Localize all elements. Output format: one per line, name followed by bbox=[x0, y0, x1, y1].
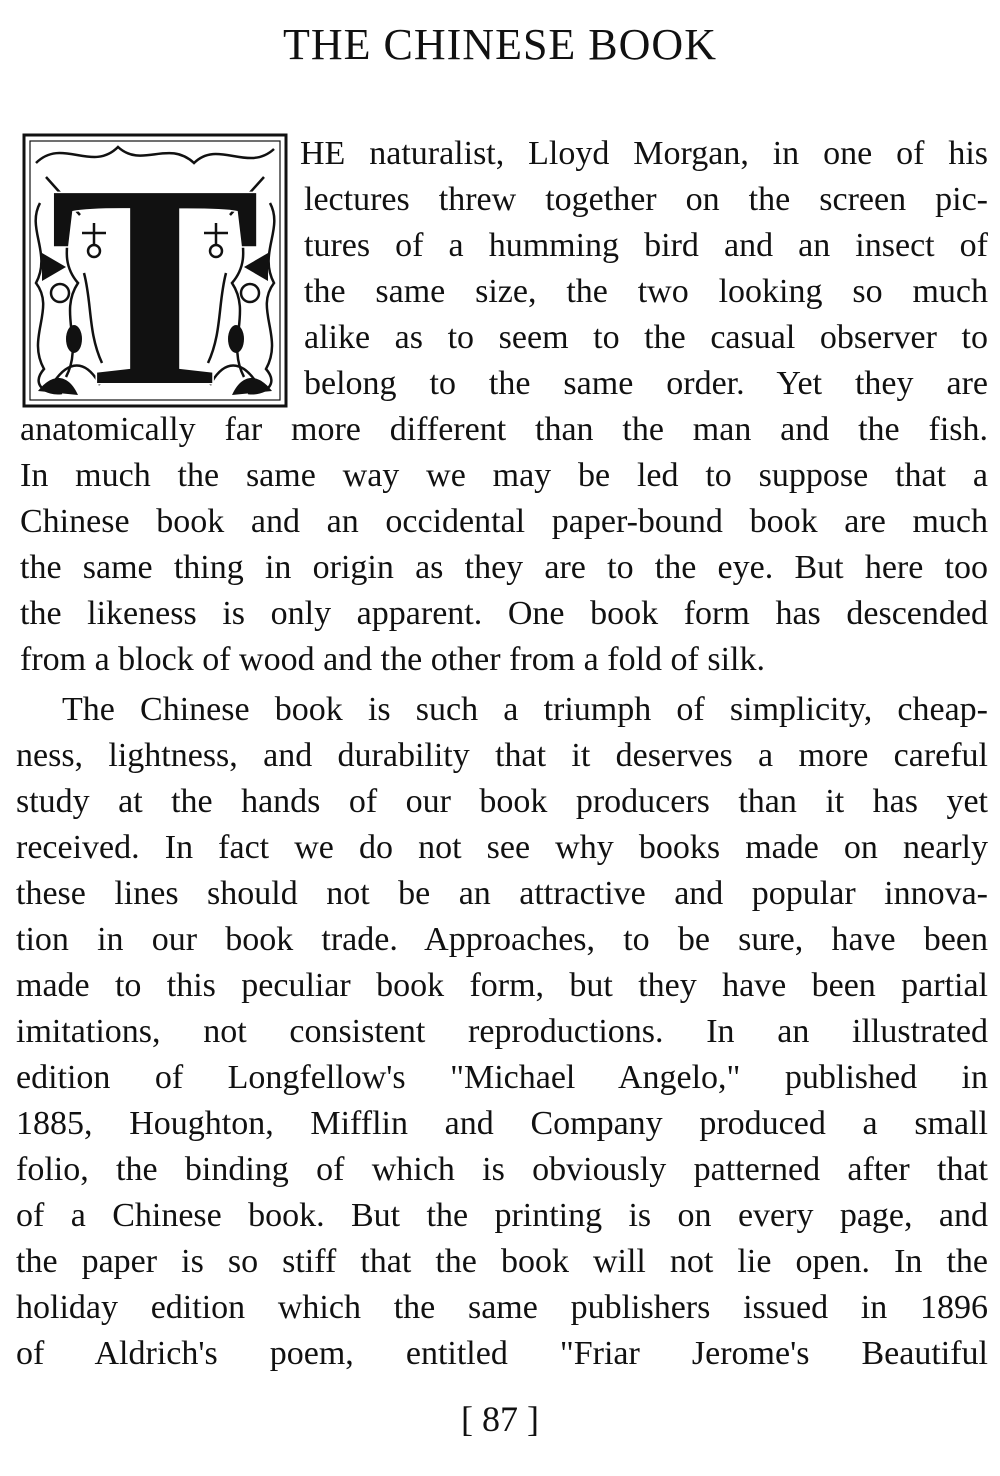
decorated-drop-initial bbox=[22, 133, 288, 408]
text-line: HE naturalist, Lloyd Morgan, in one of his bbox=[300, 135, 988, 172]
text-line: lectures threw together on the screen pic- bbox=[304, 181, 988, 218]
text-line: Chinese book and an occidental paper-bound book are much bbox=[20, 503, 988, 540]
text-line: of Aldrich's poem, entitled "Friar Jerome's Beautiful bbox=[16, 1335, 988, 1372]
text-line: holiday edition which the same publishers issued in 1896 bbox=[16, 1289, 988, 1326]
text-line: tures of a humming bird and an insect of bbox=[304, 227, 988, 264]
text-line: the same size, the two looking so much bbox=[304, 273, 988, 310]
text-line: the paper is so stiff that the book will not lie open. In the bbox=[16, 1243, 988, 1280]
text-line: the likeness is only apparent. One book form has descended bbox=[20, 595, 988, 632]
text-line: imitations, not consistent reproductions. In an illustrated bbox=[16, 1013, 988, 1050]
text-line: received. In fact we do not see why books made on nearly bbox=[16, 829, 988, 866]
text-line: study at the hands of our book producers than it has yet bbox=[16, 783, 988, 820]
running-head: THE CHINESE BOOK bbox=[283, 20, 717, 69]
text-line: these lines should not be an attractive and popular innova- bbox=[16, 875, 988, 912]
text-line: In much the same way we may be led to suppose that a bbox=[20, 457, 988, 494]
text-line: tion in our book trade. Approaches, to be sure, have been bbox=[16, 921, 988, 958]
text-line: the same thing in origin as they are to the eye. But here too bbox=[20, 549, 988, 586]
text-line: alike as to seem to the casual observer to bbox=[304, 319, 988, 356]
text-line: made to this peculiar book form, but they have been partial bbox=[16, 967, 988, 1004]
text-line: ness, lightness, and durability that it deserves a more careful bbox=[16, 737, 988, 774]
svg-text:T: T bbox=[49, 133, 261, 408]
text-line: edition of Longfellow's "Michael Angelo," published in bbox=[16, 1059, 988, 1096]
text-line: 1885, Houghton, Mifflin and Company produced a small bbox=[16, 1105, 988, 1142]
page-number: [ 87 ] bbox=[461, 1399, 539, 1439]
text-line: anatomically far more different than the man and the fish. bbox=[20, 411, 988, 448]
text-line: belong to the same order. Yet they are bbox=[304, 365, 988, 402]
text-line: The Chinese book is such a triumph of simplicity, cheap- bbox=[62, 691, 988, 728]
text-line: of a Chinese book. But the printing is on every page, and bbox=[16, 1197, 988, 1234]
text-line: from a block of wood and the other from a fold of silk. bbox=[20, 641, 765, 678]
text-line: folio, the binding of which is obviously patterned after that bbox=[16, 1151, 988, 1188]
